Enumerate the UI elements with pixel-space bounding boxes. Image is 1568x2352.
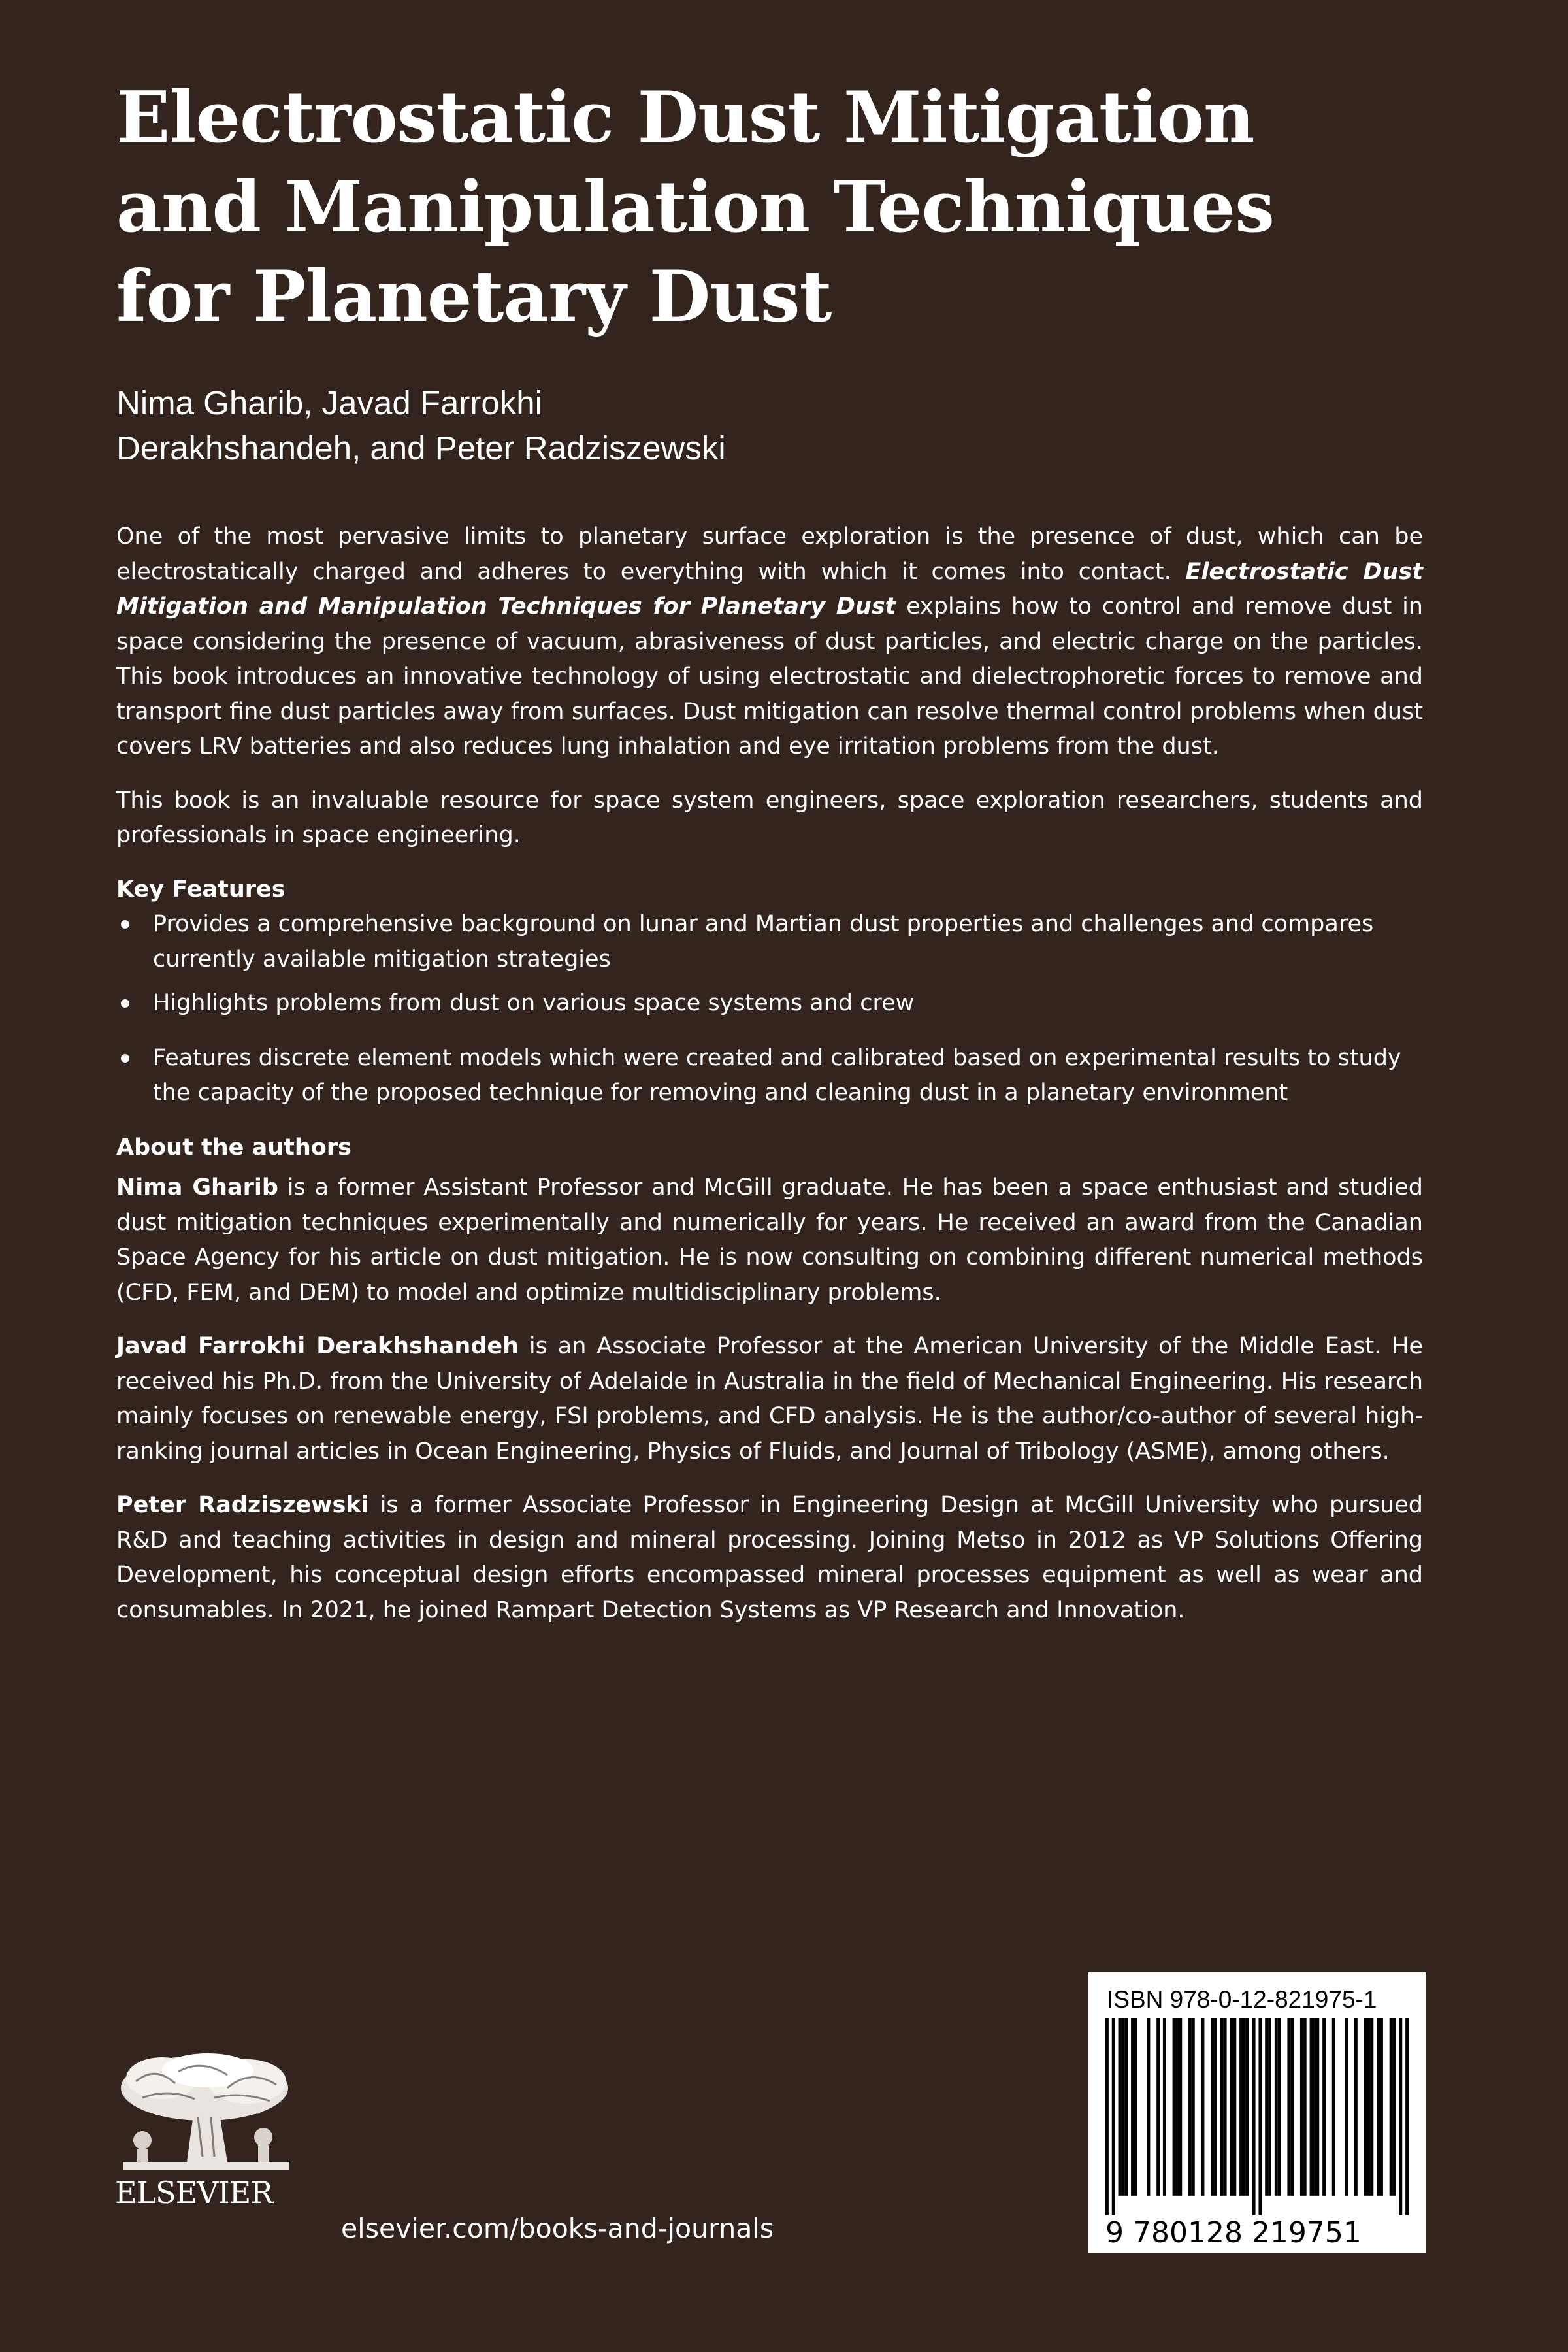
author-bio-derakhshandeh: Javad Farrokhi Derakhshandeh is an Associate Professor at the American University of the Middle East. He received his Ph.D. from the University of Adelaide in Australia in the field of Mechanical Engineering. His research mainly focuses on renewable energy, FSI problems, and CFD analysis. He is the author/co-author of several high-ranking journal articles in Ocean Engineering, Physics of Fluids, and Journal of Tribology (ASME), among others. <box>116 1333 1423 1465</box>
barcode-bar <box>1119 2018 1122 2196</box>
book-title <box>116 73 1423 342</box>
publisher-name: ELSEVIER <box>115 2175 272 2210</box>
list-item: Provides a comprehensive background on lunar and Martian dust properties and challenges and compares currently available mitigation strategies <box>116 907 1423 977</box>
publisher-website[interactable]: elsevier.com/books-and-journals <box>341 2213 774 2244</box>
barcode-bar <box>1201 2018 1205 2196</box>
isbn-label: ISBN 978-0-12-821975-1 <box>1107 1986 1377 2013</box>
barcode-bar <box>1377 2018 1380 2196</box>
barcode-bar <box>1175 2018 1179 2196</box>
barcode-bar <box>1287 2018 1290 2196</box>
author-bio-radziszewski: Peter Radziszewski is a former Associate Professor in Engineering Design at McGill University who pursued R&D and teaching activities in design and mineral processing. Joining Metso in 2012 as VP Solutions Offering Development, his conceptual design efforts encompassed mineral processes equipment as well as wear and consumables. In 2021, he joined Rampart Detection Systems as VP Research and Innovation. <box>116 1492 1423 1623</box>
barcode-bar <box>1268 2018 1271 2196</box>
key-features-list <box>116 907 1423 1111</box>
title-line-1: Electrostatic Dust Mitigation <box>116 76 1254 159</box>
list-item: Highlights problems from dust on various space systems and crew <box>116 986 1423 1021</box>
barcode-bar <box>1121 2018 1124 2196</box>
barcode-bar <box>1332 2018 1335 2196</box>
list-item: Features discrete element models which were created and calibrated based on experimental results to study the capacity of the proposed technique for removing and cleaning dust in a planetary environment <box>116 1041 1423 1111</box>
cover-text <box>116 520 1423 1647</box>
barcode-bar <box>1246 2018 1249 2196</box>
barcode-bar <box>1147 2018 1150 2196</box>
barcode-bar <box>1192 2018 1195 2196</box>
barcode-bar <box>1112 2018 1115 2215</box>
description-paragraph-2: This book is an invaluable resource for space system engineers, space exploration researchers, students and professionals in space engineering. <box>116 787 1423 848</box>
barcode-bar <box>1300 2018 1303 2196</box>
barcode-bar <box>1367 2018 1371 2196</box>
barcode-bar <box>1124 2018 1128 2196</box>
barcode-bar <box>1258 2018 1262 2215</box>
author-names <box>116 380 1031 471</box>
author-bio-gharib: Nima Gharib is a former Assistant Professor and McGill graduate. He has been a space enthusiast and studied dust mitigation techniques experimentally and numerically for years. He received an award from the Canadian Space Agency for his article on dust mitigation. He is now consulting on combining different numerical methods (CFD, FEM, and DEM) to model and optimize multidisciplinary problems. <box>116 1174 1423 1306</box>
barcode-bar <box>1399 2018 1402 2215</box>
barcode-bar <box>1211 2018 1214 2196</box>
barcode-bar <box>1239 2018 1243 2196</box>
barcode-bar <box>1214 2018 1217 2196</box>
barcode-bar <box>1243 2018 1246 2196</box>
about-authors-heading: About the authors <box>116 1134 351 1161</box>
barcode-bar <box>1156 2018 1160 2196</box>
barcode-bar <box>1173 2018 1176 2196</box>
barcode-bar <box>1345 2018 1348 2196</box>
barcode-bar <box>1393 2018 1396 2196</box>
barcode-bar <box>1188 2018 1192 2196</box>
barcode-panel <box>1088 1972 1426 2253</box>
barcode-bar <box>1364 2018 1367 2196</box>
isbn-digits: 9 780128 219751 <box>1105 2216 1362 2249</box>
barcode-bar <box>1322 2018 1326 2196</box>
barcode-bar <box>1316 2018 1319 2196</box>
barcode-bar <box>1179 2018 1182 2196</box>
barcode-bar <box>1134 2018 1137 2196</box>
barcode-bar <box>1233 2018 1236 2196</box>
barcode-bar <box>1265 2018 1268 2196</box>
elsevier-tree-icon <box>116 2052 296 2173</box>
barcode-bar <box>1303 2018 1307 2196</box>
barcode-bar <box>1380 2018 1383 2196</box>
key-features-heading: Key Features <box>116 876 286 903</box>
barcode-image <box>1105 2018 1409 2215</box>
barcode-bar <box>1252 2018 1256 2215</box>
barcode-bar <box>1390 2018 1393 2196</box>
barcode-bar <box>1131 2018 1134 2196</box>
title-line-2: and Manipulation Techniques <box>116 166 1274 248</box>
barcode-bar <box>1230 2018 1233 2196</box>
author-line-1: Nima Gharib, Javad Farrokhi <box>116 384 542 422</box>
barcode-bar <box>1275 2018 1278 2196</box>
barcode-bar <box>1278 2018 1281 2196</box>
barcode-bar <box>1220 2018 1224 2196</box>
barcode-bar <box>1405 2018 1409 2215</box>
author-line-2: Derakhshandeh, and Peter Radziszewski <box>116 429 726 467</box>
barcode-bar <box>1224 2018 1227 2196</box>
barcode-bar <box>1290 2018 1294 2196</box>
barcode-bar <box>1310 2018 1313 2196</box>
barcode-bar <box>1163 2018 1166 2196</box>
barcode-bar <box>1313 2018 1316 2196</box>
book-title-inline: Electrostatic Dust Mitigation and Manipulation Techniques for Planetary Dust <box>116 558 1423 620</box>
barcode-bar <box>1354 2018 1358 2196</box>
description-paragraph-1: One of the most pervasive limits to planetary surface exploration is the presence of dust, which can be electrostatically charged and adheres to everything with which it comes into contact. Electrostatic Dust Mitigation and Manipulation Techniques for Planetary Dust explains how to control and remove dust in space considering the presence of vacuum, abrasiveness of dust particles, and electric charge on the particles. This book introduces an innovative technology of using electrostatic and dielectrophoretic forces to remove and transport fine dust particles away from surfaces. Dust mitigation can resolve thermal control problems when dust covers LRV batteries and also reduces lung inhalation and eye irritation problems from the dust. <box>116 523 1423 759</box>
barcode-bar <box>1105 2018 1109 2215</box>
barcode-bar <box>1370 2018 1373 2196</box>
title-line-3: for Planetary Dust <box>116 256 832 338</box>
